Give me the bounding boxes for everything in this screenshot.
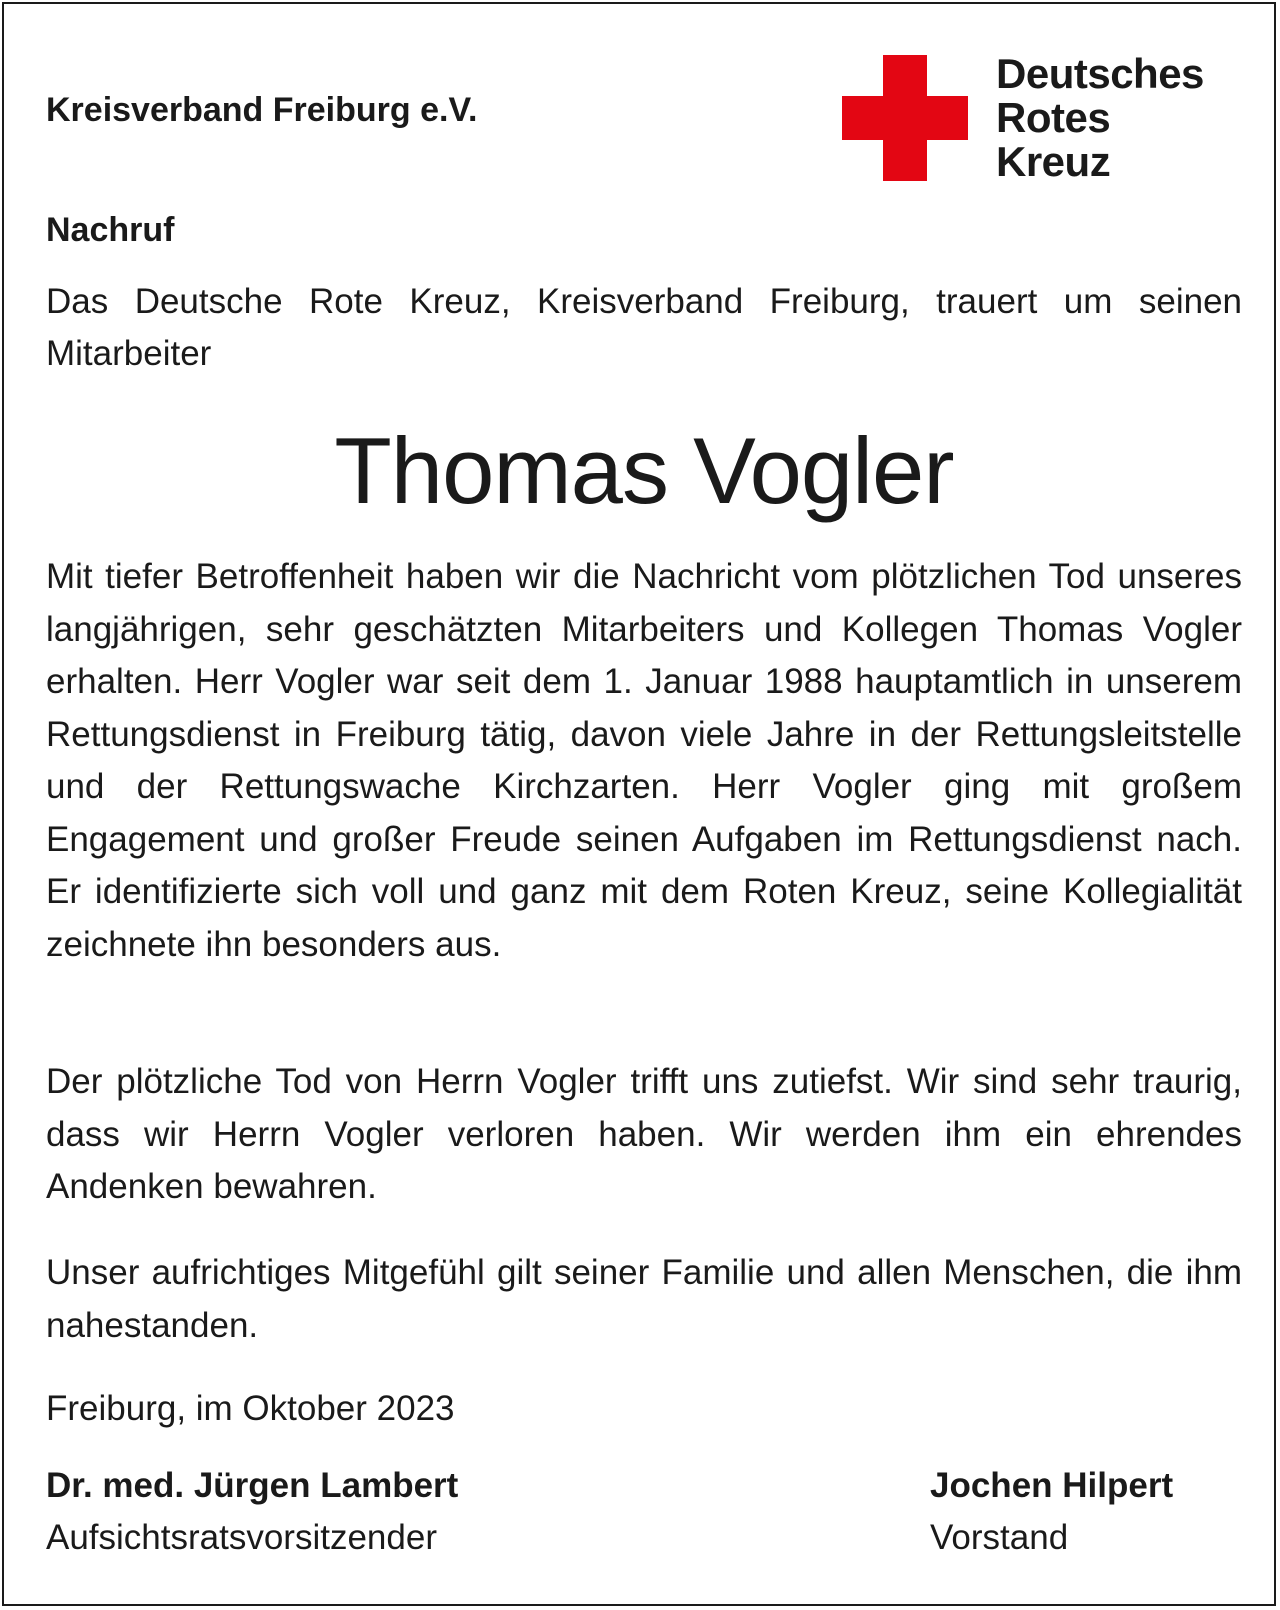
organization-name: Kreisverband Freiburg e.V.: [46, 91, 478, 129]
logo-wordmark: [996, 52, 1204, 184]
signature-left: [46, 1460, 458, 1564]
logo-line-1: Deutsches: [996, 50, 1204, 97]
paragraph-2: Der plötzliche Tod von Herrn Vogler trifft uns zutiefst. Wir sind sehr traurig, dass wir Herrn Vogler verloren haben. Wir werden ihm ein ehrendes Andenken bewahren.: [46, 1062, 1242, 1206]
obituary-frame: [2, 2, 1276, 1606]
drk-logo: [842, 50, 1242, 185]
signatory-name: Dr. med. Jürgen Lambert: [46, 1466, 459, 1505]
paragraph-3: Unser aufrichtiges Mitgefühl gilt seiner Familie und allen Menschen, die ihm nahestanden.: [46, 1253, 1242, 1345]
signatory-role: Aufsichtsratsvorsitzender: [46, 1518, 437, 1557]
place-date: Freiburg, im Oktober 2023: [46, 1389, 455, 1428]
signatory-role: Vorstand: [930, 1518, 1069, 1557]
notice-heading: Nachruf: [46, 211, 175, 249]
red-cross-icon: [842, 55, 968, 181]
signatory-name: Jochen Hilpert: [930, 1466, 1174, 1505]
logo-line-2: Rotes: [996, 94, 1111, 141]
signature-right: [930, 1460, 1173, 1564]
logo-line-3: Kreuz: [996, 138, 1111, 185]
deceased-name: Thomas Vogler: [334, 418, 954, 523]
intro-text: Das Deutsche Rote Kreuz, Kreisverband Freiburg, trauert um seinen Mitarbeiter: [46, 282, 1242, 373]
paragraph-1: Mit tiefer Betroffenheit haben wir die Nachricht vom plötzlichen Tod unseres langjährigen, sehr geschätzten Mitarbeiters und Kollegen Thomas Vogler erhalten. Herr Vogler war seit dem 1. Januar 1988 hauptamtlich in unserem Rettungsdienst in Freiburg tätig, davon viele Jahre in der Rettungsleitstelle und der Rettungswache Kirchzarten. Herr Vogler ging mit großem Engagement und großer Freude seinen Aufgaben im Rettungsdienst nach. Er identifizierte sich voll und ganz mit dem Roten Kreuz, seine Kollegialität zeichnete ihn besonders aus.: [46, 557, 1242, 964]
